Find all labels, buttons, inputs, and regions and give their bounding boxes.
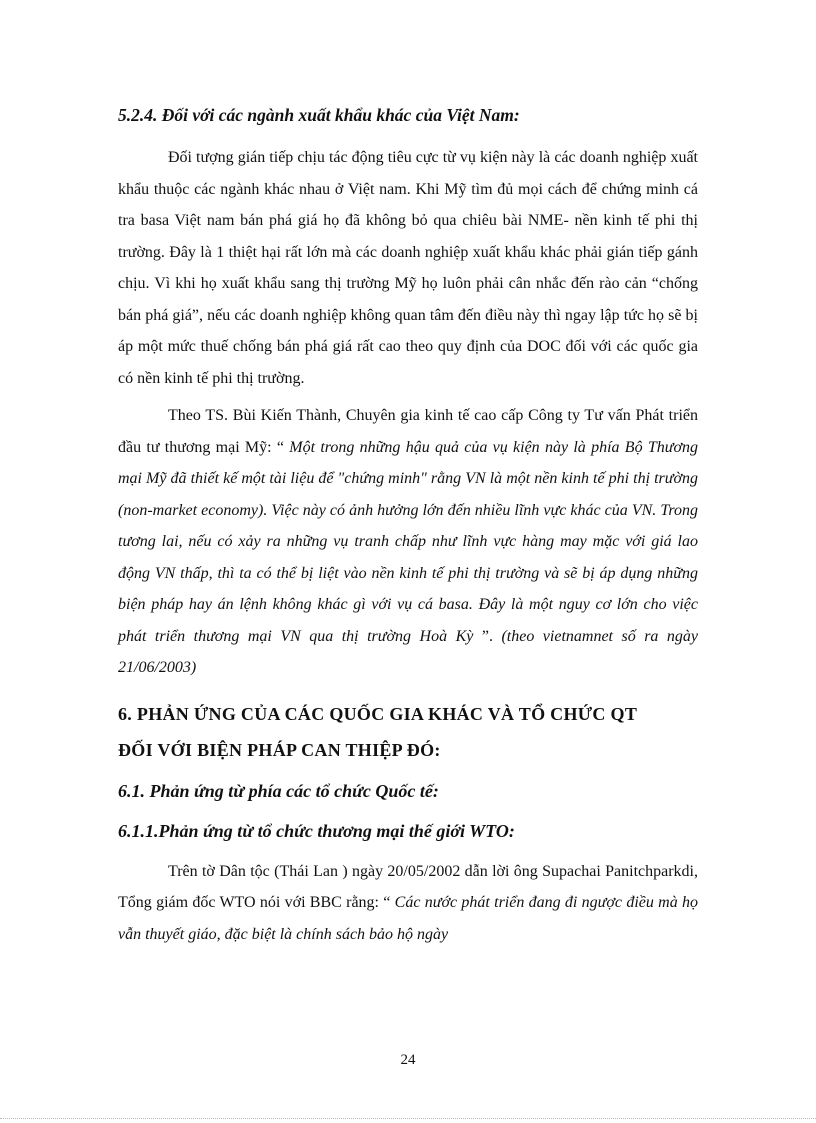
quoted-text: Các nước phát triển đang đi ngược điều mà họ vẫn thuyết giáo, đặc biệt là chính sách bảo hộ ngày bbox=[118, 894, 699, 943]
paragraph-5-2-4-2 bbox=[118, 400, 698, 684]
section-heading-6 bbox=[118, 696, 698, 768]
quoted-text: Một trong những hậu quả của vụ kiện này là phía Bộ Thương mại Mỹ đã thiết kế một tài liệu để "chứng minh" rằng VN là một nền kinh tế phi thị trường (non-market economy). Việc này có ảnh hưởng lớn đến nhiều lĩnh vực khác của VN. Trong tương lai, nếu có xảy ra những vụ tranh chấp như lĩnh vực hàng may mặc với giá lao động VN thấp, thì ta có thể bị liệt vào nền kinh tế phi thị trường và sẽ bị áp dụng những biện pháp hay án lệnh không khác gì với vụ cá basa. Đây là một nguy cơ lớn cho việc phát triển thương mại VN qua thị trường Hoà Kỳ bbox=[118, 438, 699, 645]
source-citation: (theo vietnamnet số ra ngày 21/06/2003) bbox=[118, 627, 699, 676]
page-bottom-divider bbox=[0, 1118, 816, 1119]
section-heading-6-line-1: 6. PHẢN ỨNG CỦA CÁC QUỐC GIA KHÁC VÀ TỔ CHỨC QT bbox=[118, 703, 638, 724]
section-heading-6-line-2: ĐỐI VỚI BIỆN PHÁP CAN THIỆP ĐÓ: bbox=[118, 739, 441, 760]
section-heading-5-2-4: 5.2.4. Đối với các ngành xuất khẩu khác của Việt Nam: bbox=[118, 105, 520, 125]
paragraph-lead-text: Theo TS. Bùi Kiến Thành, Chuyên gia kinh tế cao cấp Công ty Tư vấn Phát triển đầu tư thương mại Mỹ: “ bbox=[118, 407, 698, 456]
section-heading-6-1-1: 6.1.1.Phản ứng từ tổ chức thương mại thế giới WTO: bbox=[118, 820, 515, 841]
paragraph-6-1-1 bbox=[118, 856, 698, 951]
section-heading-6-1: 6.1. Phản ứng từ phía các tổ chức Quốc tế: bbox=[118, 780, 439, 801]
page-content bbox=[118, 100, 698, 956]
quote-close: ”. bbox=[481, 627, 502, 645]
page-number: 24 bbox=[400, 1052, 416, 1068]
paragraph-lead-text: Trên tờ Dân tộc (Thái Lan ) ngày 20/05/2002 dẫn lời ông Supachai Panitchparkdi, Tổng giám đốc WTO nói với BBC rằng: “ bbox=[118, 862, 698, 911]
paragraph-5-2-4-1: Đối tượng gián tiếp chịu tác động tiêu cực từ vụ kiện này là các doanh nghiệp xuất khẩu thuộc các ngành khác nhau ở Việt nam. Khi Mỹ tìm đủ mọi cách để chứng minh cá tra basa Việt nam bán phá giá họ đã không bỏ qua chiêu bài NME- nền kinh tế phi thị trường. Đây là 1 thiệt hại rất lớn mà các doanh nghiệp xuất khẩu khác phải gián tiếp gánh chịu. Vì khi họ xuất khẩu sang thị trường Mỹ họ luôn phải cân nhắc đến rào cản “chống bán phá giá”, nếu các doanh nghiệp không quan tâm đến điều này thì ngay lập tức họ sẽ bị áp một mức thuế chống bán phá giá rất cao theo quy định của DOC đối với các quốc gia có nền kinh tế phi thị trường. bbox=[118, 149, 698, 387]
